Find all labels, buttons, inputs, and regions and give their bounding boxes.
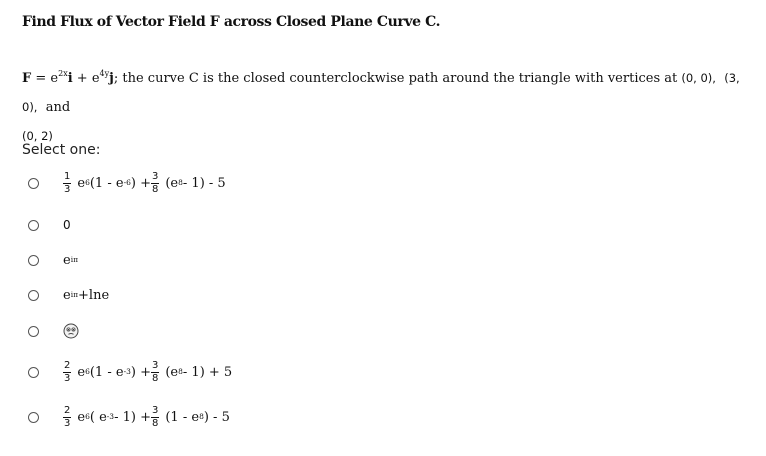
option-6-radio[interactable] bbox=[28, 367, 39, 378]
option-4[interactable] bbox=[28, 283, 109, 307]
option-5-radio[interactable] bbox=[28, 326, 39, 337]
option-1-label: $\frac{1}{3}$ e 6 (1 - e -6 ) + $\frac{3}{8}$ (e 8 - 1) - 5 bbox=[64, 170, 226, 195]
option-6-label: $\frac{2}{3}$ e 6 (1 - e -3 ) + $\frac{3}{8}$ (e 8 - 1) + 5 bbox=[64, 359, 233, 384]
option-1[interactable] bbox=[28, 171, 226, 195]
vertex-1: (0, 0), bbox=[681, 71, 716, 85]
option-2-label: 0 bbox=[63, 218, 71, 232]
unit-vector-j: j bbox=[109, 71, 114, 86]
confused-face-icon bbox=[63, 323, 79, 339]
vertex-2: (3, 0), bbox=[22, 71, 740, 114]
option-3-radio[interactable] bbox=[28, 255, 39, 266]
option-3[interactable] bbox=[28, 248, 78, 272]
option-7[interactable] bbox=[28, 405, 230, 429]
option-2[interactable] bbox=[28, 213, 71, 237]
option-5[interactable] bbox=[28, 319, 79, 343]
problem-statement: $F = e^{2x}i + e^{4y}j$; the curve C is the closed counterclockwise path around the triangle with vertices at (0, 0), (3, 0), and (0, 2) bbox=[22, 69, 740, 143]
option-4-radio[interactable] bbox=[28, 290, 39, 301]
option-3-label: e iπ bbox=[63, 252, 79, 268]
unit-vector-i: i bbox=[67, 71, 73, 86]
vertex-3: (0, 2) bbox=[22, 129, 53, 143]
option-1-radio[interactable] bbox=[28, 178, 39, 189]
select-one-label: Select one: bbox=[22, 142, 101, 158]
question-title: Find Flux of Vector Field F across Closed Plane Curve C. bbox=[22, 14, 441, 30]
option-4-label: e iπ +lne bbox=[63, 287, 110, 303]
option-7-radio[interactable] bbox=[28, 412, 39, 423]
vector-F: F bbox=[22, 71, 32, 86]
option-7-label: $\frac{2}{3}$ e 6 ( e -3 - 1) + $\frac{3}{8}$ (1 - e 8 ) - 5 bbox=[64, 404, 230, 429]
option-6[interactable] bbox=[28, 360, 232, 384]
option-2-radio[interactable] bbox=[28, 220, 39, 231]
